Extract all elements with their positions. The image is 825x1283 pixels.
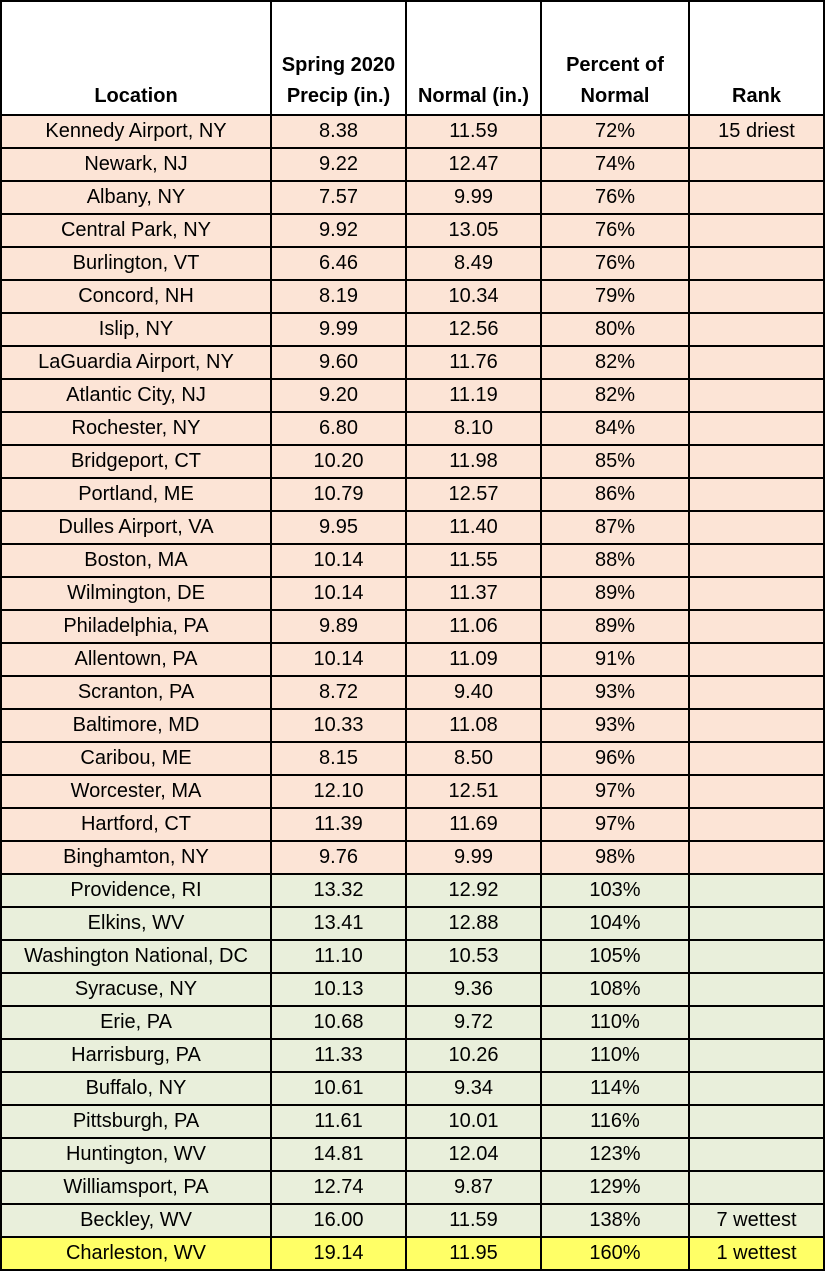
table-row bbox=[1, 1006, 824, 1039]
cell-normal: 11.95 bbox=[406, 1237, 541, 1270]
cell-precip: 10.14 bbox=[271, 643, 406, 676]
cell-precip: 10.33 bbox=[271, 709, 406, 742]
cell-precip: 11.39 bbox=[271, 808, 406, 841]
header-location bbox=[1, 1, 271, 115]
cell-precip: 10.61 bbox=[271, 1072, 406, 1105]
cell-rank bbox=[689, 313, 824, 346]
cell-percent: 97% bbox=[541, 808, 689, 841]
cell-rank bbox=[689, 412, 824, 445]
cell-rank bbox=[689, 940, 824, 973]
header-rank bbox=[689, 1, 824, 115]
cell-location: Erie, PA bbox=[1, 1006, 271, 1039]
cell-rank bbox=[689, 577, 824, 610]
cell-percent: 79% bbox=[541, 280, 689, 313]
cell-percent: 84% bbox=[541, 412, 689, 445]
cell-location: Dulles Airport, VA bbox=[1, 511, 271, 544]
cell-normal: 8.50 bbox=[406, 742, 541, 775]
cell-precip: 8.38 bbox=[271, 115, 406, 148]
cell-location: Elkins, WV bbox=[1, 907, 271, 940]
table-row bbox=[1, 940, 824, 973]
header-row bbox=[1, 1, 824, 115]
cell-location: Albany, NY bbox=[1, 181, 271, 214]
cell-percent: 89% bbox=[541, 610, 689, 643]
table-row bbox=[1, 313, 824, 346]
header-precip-line2: Precip (in.) bbox=[286, 85, 391, 107]
header-percent-line2: Normal bbox=[580, 85, 650, 107]
cell-rank: 1 wettest bbox=[689, 1237, 824, 1270]
cell-precip: 10.14 bbox=[271, 544, 406, 577]
table-row bbox=[1, 841, 824, 874]
table-row bbox=[1, 1105, 824, 1138]
cell-normal: 9.87 bbox=[406, 1171, 541, 1204]
cell-rank bbox=[689, 841, 824, 874]
cell-location: Pittsburgh, PA bbox=[1, 1105, 271, 1138]
table-row bbox=[1, 412, 824, 445]
cell-percent: 76% bbox=[541, 181, 689, 214]
cell-location: Huntington, WV bbox=[1, 1138, 271, 1171]
cell-percent: 105% bbox=[541, 940, 689, 973]
cell-normal: 11.76 bbox=[406, 346, 541, 379]
cell-precip: 11.61 bbox=[271, 1105, 406, 1138]
cell-rank bbox=[689, 643, 824, 676]
table-row bbox=[1, 1204, 824, 1237]
cell-percent: 138% bbox=[541, 1204, 689, 1237]
cell-percent: 123% bbox=[541, 1138, 689, 1171]
cell-percent: 160% bbox=[541, 1237, 689, 1270]
cell-precip: 9.99 bbox=[271, 313, 406, 346]
cell-location: Newark, NJ bbox=[1, 148, 271, 181]
table-row bbox=[1, 478, 824, 511]
cell-rank bbox=[689, 907, 824, 940]
cell-precip: 12.74 bbox=[271, 1171, 406, 1204]
cell-precip: 10.20 bbox=[271, 445, 406, 478]
cell-rank bbox=[689, 445, 824, 478]
cell-location: Central Park, NY bbox=[1, 214, 271, 247]
cell-precip: 6.46 bbox=[271, 247, 406, 280]
cell-percent: 104% bbox=[541, 907, 689, 940]
cell-normal: 9.99 bbox=[406, 841, 541, 874]
cell-rank bbox=[689, 379, 824, 412]
cell-location: Allentown, PA bbox=[1, 643, 271, 676]
cell-rank bbox=[689, 1138, 824, 1171]
table-row bbox=[1, 511, 824, 544]
table-row bbox=[1, 874, 824, 907]
cell-normal: 9.40 bbox=[406, 676, 541, 709]
cell-normal: 11.19 bbox=[406, 379, 541, 412]
cell-normal: 10.01 bbox=[406, 1105, 541, 1138]
cell-percent: 86% bbox=[541, 478, 689, 511]
cell-normal: 8.10 bbox=[406, 412, 541, 445]
cell-normal: 12.88 bbox=[406, 907, 541, 940]
table-row bbox=[1, 379, 824, 412]
cell-percent: 98% bbox=[541, 841, 689, 874]
table-row bbox=[1, 115, 824, 148]
cell-normal: 10.34 bbox=[406, 280, 541, 313]
cell-percent: 85% bbox=[541, 445, 689, 478]
cell-rank bbox=[689, 775, 824, 808]
cell-rank bbox=[689, 511, 824, 544]
cell-normal: 11.59 bbox=[406, 1204, 541, 1237]
cell-precip: 10.14 bbox=[271, 577, 406, 610]
cell-location: Rochester, NY bbox=[1, 412, 271, 445]
table-row bbox=[1, 1138, 824, 1171]
cell-precip: 13.32 bbox=[271, 874, 406, 907]
header-precip-line1: Spring 2020 bbox=[281, 54, 396, 76]
cell-precip: 7.57 bbox=[271, 181, 406, 214]
cell-percent: 116% bbox=[541, 1105, 689, 1138]
cell-rank bbox=[689, 610, 824, 643]
table-row bbox=[1, 775, 824, 808]
cell-percent: 97% bbox=[541, 775, 689, 808]
table-row bbox=[1, 742, 824, 775]
header-percent bbox=[541, 1, 689, 115]
cell-rank bbox=[689, 1105, 824, 1138]
cell-location: Williamsport, PA bbox=[1, 1171, 271, 1204]
cell-location: Concord, NH bbox=[1, 280, 271, 313]
cell-precip: 11.10 bbox=[271, 940, 406, 973]
cell-precip: 8.72 bbox=[271, 676, 406, 709]
cell-normal: 11.98 bbox=[406, 445, 541, 478]
table-row bbox=[1, 280, 824, 313]
cell-location: Hartford, CT bbox=[1, 808, 271, 841]
cell-rank bbox=[689, 181, 824, 214]
cell-location: Providence, RI bbox=[1, 874, 271, 907]
cell-rank bbox=[689, 544, 824, 577]
cell-precip: 9.20 bbox=[271, 379, 406, 412]
header-rank-label: Rank bbox=[732, 85, 781, 107]
cell-normal: 10.53 bbox=[406, 940, 541, 973]
cell-normal: 12.57 bbox=[406, 478, 541, 511]
cell-precip: 10.79 bbox=[271, 478, 406, 511]
cell-location: Scranton, PA bbox=[1, 676, 271, 709]
cell-normal: 10.26 bbox=[406, 1039, 541, 1072]
cell-rank bbox=[689, 1171, 824, 1204]
cell-location: Baltimore, MD bbox=[1, 709, 271, 742]
cell-normal: 11.40 bbox=[406, 511, 541, 544]
cell-rank bbox=[689, 346, 824, 379]
table-row bbox=[1, 709, 824, 742]
cell-percent: 82% bbox=[541, 346, 689, 379]
cell-normal: 12.56 bbox=[406, 313, 541, 346]
cell-rank bbox=[689, 874, 824, 907]
cell-rank: 15 driest bbox=[689, 115, 824, 148]
cell-rank bbox=[689, 214, 824, 247]
table-row bbox=[1, 973, 824, 1006]
cell-location: Philadelphia, PA bbox=[1, 610, 271, 643]
cell-percent: 88% bbox=[541, 544, 689, 577]
cell-rank bbox=[689, 280, 824, 313]
cell-percent: 93% bbox=[541, 676, 689, 709]
cell-precip: 9.89 bbox=[271, 610, 406, 643]
cell-normal: 11.59 bbox=[406, 115, 541, 148]
header-percent-line1: Percent of bbox=[566, 54, 664, 76]
header-location-label: Location bbox=[94, 85, 178, 107]
cell-normal: 11.37 bbox=[406, 577, 541, 610]
cell-normal: 12.47 bbox=[406, 148, 541, 181]
cell-rank bbox=[689, 478, 824, 511]
cell-percent: 89% bbox=[541, 577, 689, 610]
cell-location: Charleston, WV bbox=[1, 1237, 271, 1270]
cell-location: Washington National, DC bbox=[1, 940, 271, 973]
table-row bbox=[1, 1039, 824, 1072]
table-row bbox=[1, 577, 824, 610]
cell-percent: 76% bbox=[541, 247, 689, 280]
cell-normal: 11.09 bbox=[406, 643, 541, 676]
cell-percent: 103% bbox=[541, 874, 689, 907]
cell-rank bbox=[689, 709, 824, 742]
cell-precip: 8.19 bbox=[271, 280, 406, 313]
table-row bbox=[1, 610, 824, 643]
table-row bbox=[1, 148, 824, 181]
table-row bbox=[1, 544, 824, 577]
cell-precip: 9.95 bbox=[271, 511, 406, 544]
cell-normal: 12.51 bbox=[406, 775, 541, 808]
cell-percent: 82% bbox=[541, 379, 689, 412]
header-normal-label: Normal (in.) bbox=[417, 85, 530, 107]
cell-percent: 74% bbox=[541, 148, 689, 181]
cell-location: Wilmington, DE bbox=[1, 577, 271, 610]
cell-precip: 9.92 bbox=[271, 214, 406, 247]
cell-rank bbox=[689, 676, 824, 709]
cell-location: Kennedy Airport, NY bbox=[1, 115, 271, 148]
table-row bbox=[1, 346, 824, 379]
cell-normal: 11.08 bbox=[406, 709, 541, 742]
table-row bbox=[1, 445, 824, 478]
cell-rank: 7 wettest bbox=[689, 1204, 824, 1237]
cell-normal: 12.04 bbox=[406, 1138, 541, 1171]
cell-rank bbox=[689, 742, 824, 775]
cell-rank bbox=[689, 148, 824, 181]
table-row bbox=[1, 808, 824, 841]
table-row bbox=[1, 1171, 824, 1204]
cell-precip: 10.68 bbox=[271, 1006, 406, 1039]
cell-precip: 9.60 bbox=[271, 346, 406, 379]
cell-normal: 12.92 bbox=[406, 874, 541, 907]
table-row bbox=[1, 643, 824, 676]
cell-normal: 11.06 bbox=[406, 610, 541, 643]
cell-precip: 12.10 bbox=[271, 775, 406, 808]
header-precip bbox=[271, 1, 406, 115]
cell-precip: 11.33 bbox=[271, 1039, 406, 1072]
cell-precip: 9.22 bbox=[271, 148, 406, 181]
cell-location: Islip, NY bbox=[1, 313, 271, 346]
table-row bbox=[1, 676, 824, 709]
cell-location: Harrisburg, PA bbox=[1, 1039, 271, 1072]
cell-percent: 93% bbox=[541, 709, 689, 742]
table-row bbox=[1, 907, 824, 940]
cell-precip: 13.41 bbox=[271, 907, 406, 940]
cell-rank bbox=[689, 808, 824, 841]
cell-precip: 8.15 bbox=[271, 742, 406, 775]
cell-normal: 11.69 bbox=[406, 808, 541, 841]
cell-precip: 9.76 bbox=[271, 841, 406, 874]
cell-normal: 8.49 bbox=[406, 247, 541, 280]
cell-percent: 72% bbox=[541, 115, 689, 148]
cell-percent: 108% bbox=[541, 973, 689, 1006]
cell-location: Atlantic City, NJ bbox=[1, 379, 271, 412]
cell-location: Worcester, MA bbox=[1, 775, 271, 808]
cell-location: Syracuse, NY bbox=[1, 973, 271, 1006]
cell-normal: 13.05 bbox=[406, 214, 541, 247]
cell-rank bbox=[689, 973, 824, 1006]
cell-percent: 129% bbox=[541, 1171, 689, 1204]
cell-location: Beckley, WV bbox=[1, 1204, 271, 1237]
cell-normal: 9.36 bbox=[406, 973, 541, 1006]
cell-rank bbox=[689, 1039, 824, 1072]
table-row bbox=[1, 181, 824, 214]
cell-precip: 10.13 bbox=[271, 973, 406, 1006]
cell-percent: 91% bbox=[541, 643, 689, 676]
table-row bbox=[1, 247, 824, 280]
cell-precip: 6.80 bbox=[271, 412, 406, 445]
cell-normal: 9.72 bbox=[406, 1006, 541, 1039]
cell-precip: 14.81 bbox=[271, 1138, 406, 1171]
cell-location: Bridgeport, CT bbox=[1, 445, 271, 478]
cell-location: LaGuardia Airport, NY bbox=[1, 346, 271, 379]
cell-rank bbox=[689, 247, 824, 280]
cell-location: Portland, ME bbox=[1, 478, 271, 511]
cell-percent: 110% bbox=[541, 1006, 689, 1039]
cell-normal: 9.99 bbox=[406, 181, 541, 214]
table-row bbox=[1, 214, 824, 247]
table-body bbox=[1, 115, 824, 1270]
cell-precip: 16.00 bbox=[271, 1204, 406, 1237]
cell-percent: 76% bbox=[541, 214, 689, 247]
cell-percent: 87% bbox=[541, 511, 689, 544]
cell-percent: 110% bbox=[541, 1039, 689, 1072]
cell-location: Burlington, VT bbox=[1, 247, 271, 280]
table-row bbox=[1, 1072, 824, 1105]
cell-normal: 9.34 bbox=[406, 1072, 541, 1105]
cell-location: Caribou, ME bbox=[1, 742, 271, 775]
table-row bbox=[1, 1237, 824, 1270]
cell-percent: 80% bbox=[541, 313, 689, 346]
cell-location: Boston, MA bbox=[1, 544, 271, 577]
header-normal bbox=[406, 1, 541, 115]
cell-location: Binghamton, NY bbox=[1, 841, 271, 874]
cell-normal: 11.55 bbox=[406, 544, 541, 577]
cell-percent: 114% bbox=[541, 1072, 689, 1105]
cell-rank bbox=[689, 1072, 824, 1105]
cell-rank bbox=[689, 1006, 824, 1039]
cell-location: Buffalo, NY bbox=[1, 1072, 271, 1105]
cell-precip: 19.14 bbox=[271, 1237, 406, 1270]
cell-percent: 96% bbox=[541, 742, 689, 775]
